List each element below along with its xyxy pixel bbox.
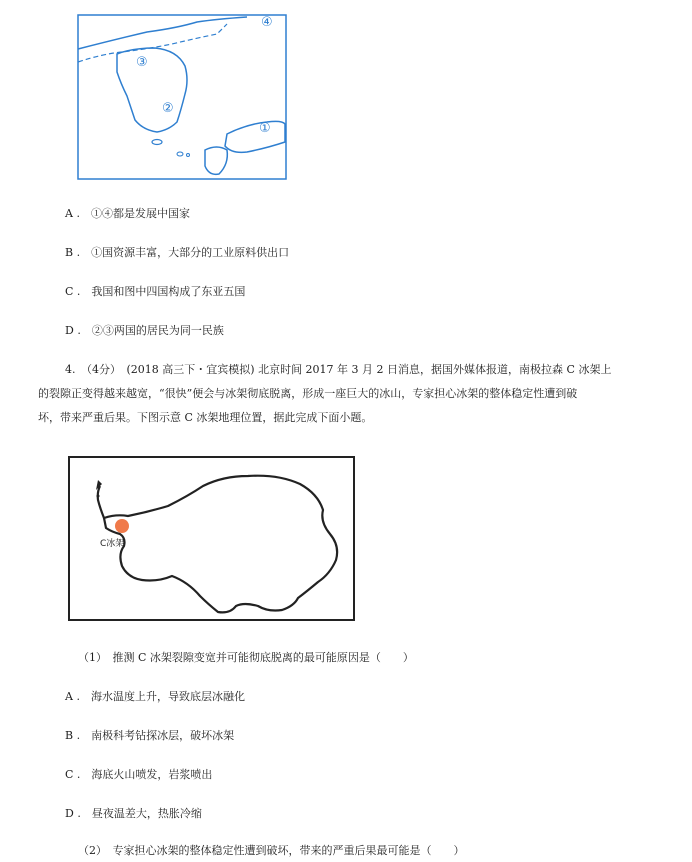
option-letter: D [65, 807, 74, 820]
q4-sub1-option-d: D . 昼夜温差大，热胀冷缩 [65, 807, 202, 820]
c-ice-shelf-marker [115, 519, 129, 533]
option-letter: B [65, 729, 74, 742]
east-asia-map-svg [77, 14, 287, 180]
option-text: 昼夜温差大，热胀冷缩 [91, 807, 202, 820]
east-asia-map [77, 14, 287, 180]
q4-sub1-option-c: C . 海底火山喷发，岩浆喷出 [65, 768, 213, 781]
q3-option-d: D . ②③两国的居民为同一民族 [65, 324, 224, 337]
antarctica-map [68, 456, 355, 621]
q4-sub1-option-b: B . 南极科考钻探冰层，破坏冰架 [65, 729, 235, 742]
option-text: 海底火山喷发，岩浆喷出 [91, 768, 213, 781]
option-text: 我国和图中四国构成了东亚五国 [91, 285, 246, 298]
option-letter: A [65, 207, 73, 220]
q3-option-b: B . ①国资源丰富，大部分的工业原料供出口 [65, 246, 290, 259]
q4-line-3: 坏，带来严重后果。下图示意 C 冰架地理位置，据此完成下面小题。 [38, 411, 373, 424]
option-text: ①④都是发展中国家 [90, 207, 190, 220]
option-text: 南极科考钻探冰层，破坏冰架 [91, 729, 235, 742]
option-text: ①国资源丰富，大部分的工业原料供出口 [91, 246, 290, 259]
q3-option-c: C . 我国和图中四国构成了东亚五国 [65, 285, 246, 298]
q4-sub1-option-a: A . 海水温度上升，导致底层冰融化 [65, 690, 245, 703]
q4-line-2: 的裂隙正变得越来越宽，“很快”便会与冰架彻底脱离，形成一座巨大的冰山，专家担心冰架的整体稳定性遭到破 [38, 387, 578, 400]
q4-sub2-question: （2） 专家担心冰架的整体稳定性遭到破坏，带来的严重后果最可能是（ ） [78, 844, 465, 857]
map-label-4: ④ [261, 15, 273, 30]
c-ice-shelf-label: C冰架 [100, 539, 125, 549]
option-text: 海水温度上升，导致底层冰融化 [90, 690, 245, 703]
q4-line-1: 4. （4分） (2018 高三下・宜宾模拟) 北京时间 2017 年 3 月 2 日消息，据国外媒体报道，南极拉森 C 冰架上 [65, 363, 612, 376]
map-label-3: ③ [136, 55, 148, 70]
option-letter: C [65, 285, 74, 298]
option-letter: B [65, 246, 74, 259]
map-label-2: ② [162, 101, 174, 116]
q4-stem [38, 358, 678, 430]
antarctica-map-svg [68, 456, 355, 621]
map-label-1: ① [259, 121, 271, 136]
q3-option-a: A . ①④都是发展中国家 [65, 207, 190, 220]
option-letter: C [65, 768, 74, 781]
option-letter: A [65, 690, 73, 703]
q4-sub1-question: （1） 推测 C 冰架裂隙变宽并可能彻底脱离的最可能原因是（ ） [78, 651, 414, 664]
option-text: ②③两国的居民为同一民族 [91, 324, 224, 337]
option-letter: D [65, 324, 74, 337]
